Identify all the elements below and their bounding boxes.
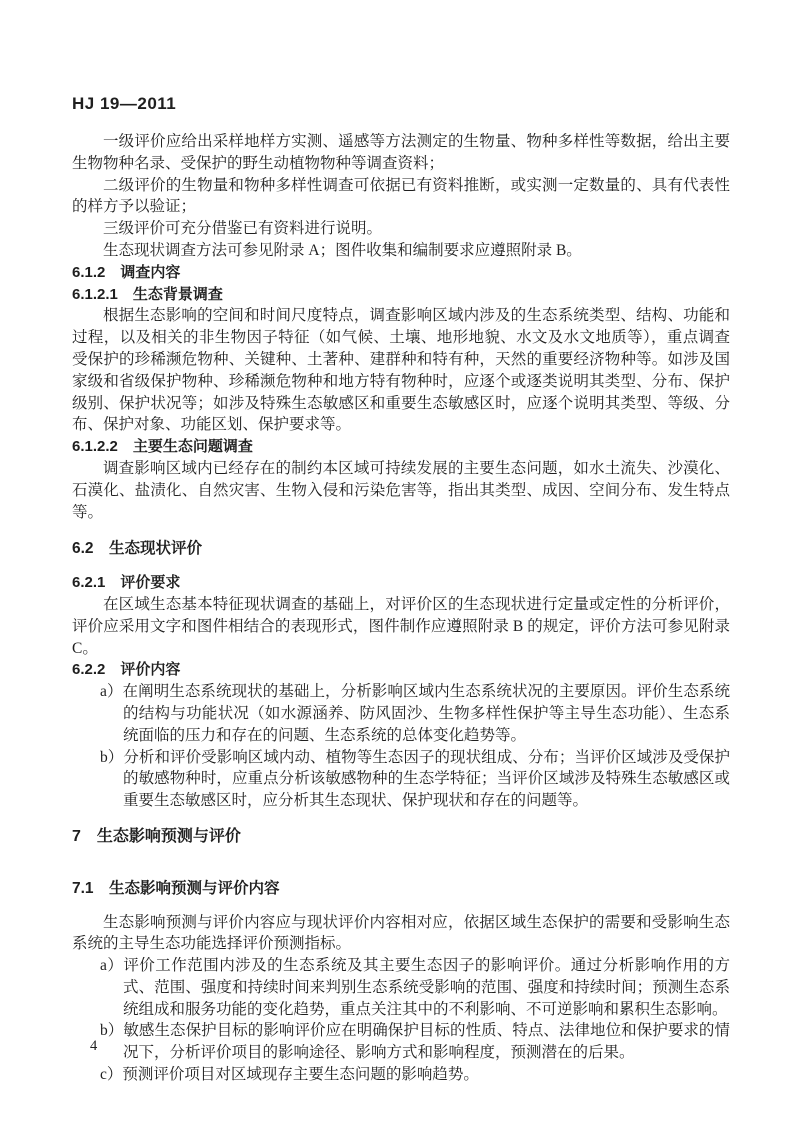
paragraph: 生态影响预测与评价内容应与现状评价内容相对应，依据区域生态保护的需要和受影响生态系统的主导生态功能选择评价预测指标。	[72, 913, 730, 953]
paragraph: 三级评价可充分借鉴已有资料进行说明。	[103, 220, 383, 238]
subsection-heading: 6.1.2 调查内容	[72, 263, 181, 281]
paragraph: 根据生态影响的空间和时间尺度特点，调查影响区域内涉及的生态系统类型、结构、功能和过程，以及相关的非生物因子特征（如气候、土壤、地形地貌、水文及水文地质等），重点调查受保护的珍稀濒危物种、关键种、土著种、建群种和特有种，天然的重要经济物种等。如涉及国家级和省级保护物种、珍稀濒危物种和地方特有物种时，应逐个或逐类说明其类型、分布、保护级别、保护状况等；如涉及特殊生态敏感区和重要生态敏感区时，应逐个说明其类型、等级、分布、保护对象、功能区划、保护要求等。	[72, 307, 730, 434]
list-item: c）预测评价项目对区域现存主要生态问题的影响趋势。	[100, 1066, 479, 1084]
paragraph: 在区域生态基本特征现状调查的基础上，对评价区的生态现状进行定量或定性的分析评价，评价应采用文字和图件相结合的表现形式，图件制作应遵照附录 B 的规定，评价方法可参见附录 C。	[72, 595, 730, 657]
list-item: a）在阐明生态系统现状的基础上，分析影响区域内生态系统状况的主要原因。评价生态系统的结构与功能状况（如水源涵养、防风固沙、生物多样性保护等主导生态功能）、生态系统面临的压力和存在的问题、生态系统的总体变化趋势等。	[100, 683, 730, 744]
list-item: b）分析和评价受影响区域内动、植物等生态因子的现状组成、分布；当评价区域涉及受保护的敏感物种时，应重点分析该敏感物种的生态学特征；当评价区域涉及特殊生态敏感区或重要生态敏感区时，应分析其生态现状、保护现状和存在的问题等。	[100, 748, 730, 810]
chapter-heading: 7 生态影响预测与评价	[72, 827, 241, 845]
subsection-heading: 6.1.2.1 生态背景调查	[72, 285, 223, 303]
section-heading: 6.2 生态现状评价	[72, 540, 203, 558]
paragraph: 一级评价应给出采样地样方实测、遥感等方法测定的生物量、物种多样性等数据，给出主要生物物种名录、受保护的野生动植物物种等调查资料；	[72, 133, 730, 172]
paragraph: 二级评价的生物量和物种多样性调查可依据已有资料推断，或实测一定数量的、具有代表性的样方予以验证；	[72, 176, 730, 216]
list-item: a）评价工作范围内涉及的生态系统及其主要生态因子的影响评价。通过分析影响作用的方式、范围、强度和持续时间来判别生态系统受影响的范围、强度和持续时间；预测生态系统组成和服务功能的变化趋势，重点关注其中的不利影响、不可逆影响和累积生态影响。	[100, 957, 730, 1018]
section-heading: 7.1 生态影响预测与评价内容	[72, 879, 280, 897]
paragraph: 生态现状调查方法可参见附录 A；图件收集和编制要求应遵照附录 B。	[103, 241, 582, 259]
subsection-heading: 6.1.2.2 主要生态问题调查	[72, 438, 253, 456]
page-number: 4	[90, 1038, 98, 1054]
paragraph: 调查影响区域内已经存在的制约本区域可持续发展的主要生态问题，如水土流失、沙漠化、石漠化、盐渍化、自然灾害、生物入侵和污染危害等，指出其类型、成因、空间分布、发生特点等。	[72, 459, 730, 521]
document-body	[72, 131, 730, 1086]
list-item: b）敏感生态保护目标的影响评价应在明确保护目标的性质、特点、法律地位和保护要求的情况下，分析评价项目的影响途径、影响方式和影响程度，预测潜在的后果。	[100, 1022, 730, 1062]
subsection-heading: 6.2.1 评价要求	[72, 574, 181, 592]
document-header-standard-number: HJ 19—2011	[72, 94, 177, 113]
subsection-heading: 6.2.2 评价内容	[72, 661, 181, 679]
